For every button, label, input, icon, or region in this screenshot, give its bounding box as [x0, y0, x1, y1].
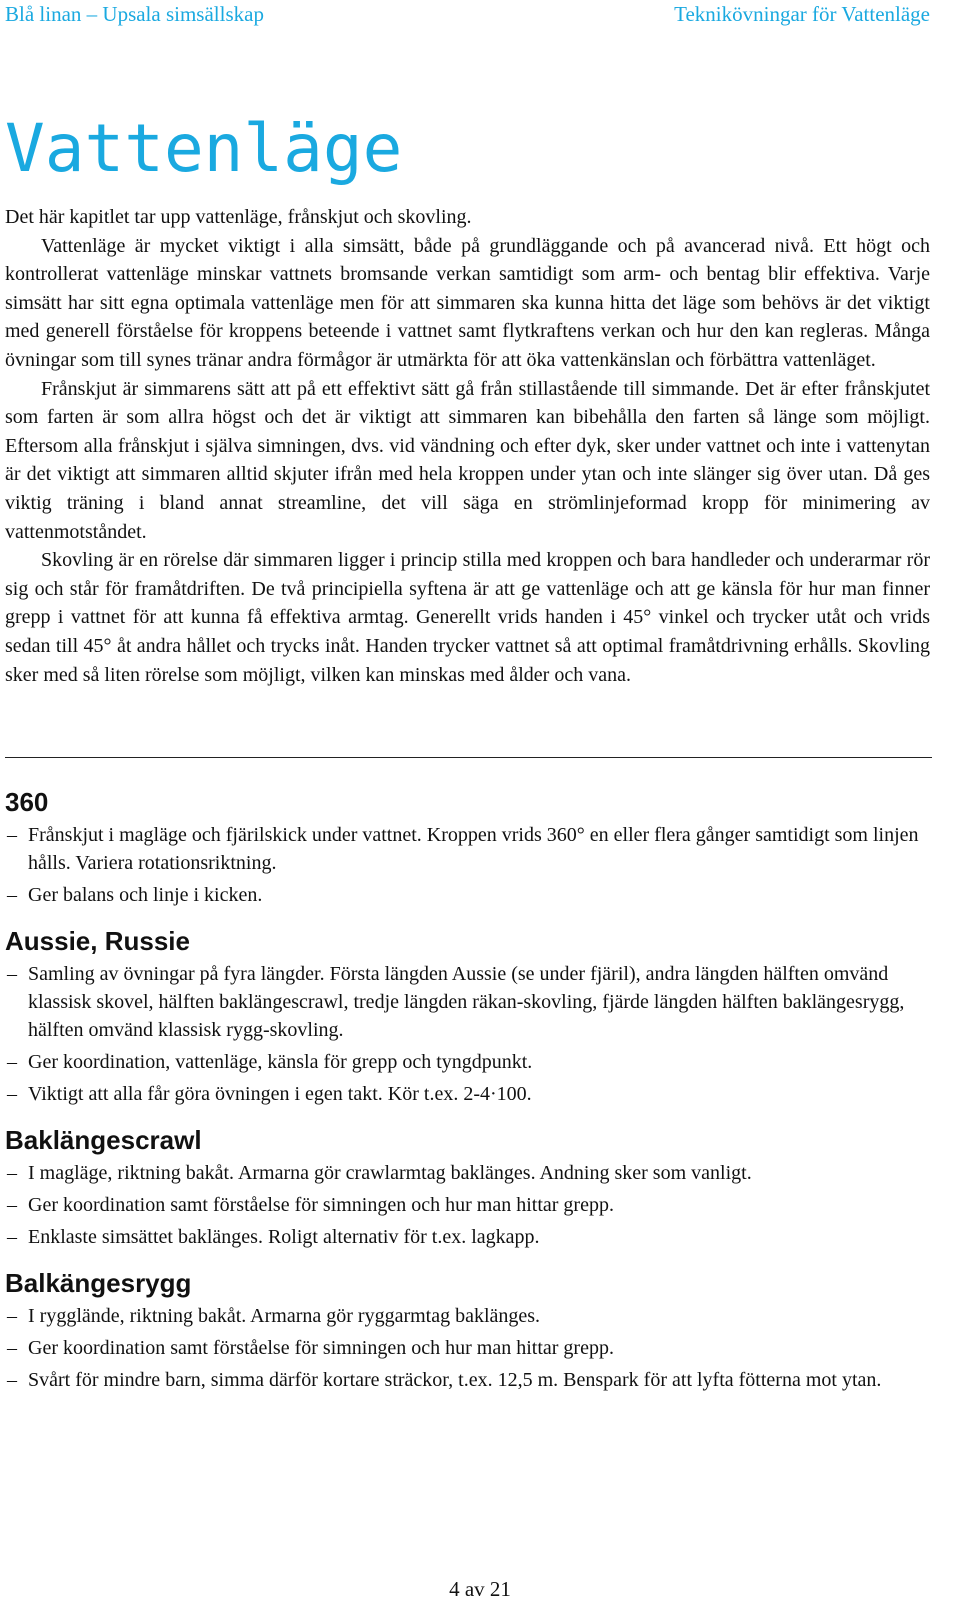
exercise-baklangescrawl — [5, 1121, 930, 1251]
exercise-title: Baklängescrawl — [5, 1125, 202, 1155]
header-right: Teknikövningar för Vattenläge — [674, 2, 930, 26]
list-item-text: Ger koordination samt förståelse för simningen och hur man hittar grepp. — [28, 1337, 614, 1359]
list-item-text: Ger balans och linje i kicken. — [28, 884, 263, 906]
exercise-aussie-russie — [5, 922, 930, 1108]
bullet-dash: – — [7, 1083, 17, 1105]
intro-paragraph: Skovling är en rörelse där simmaren ligger i princip stilla med kroppen och bara handleder och underarmar rör sig och står för framåtdriften. De två principiella syftena är att ge vattenläge och att ge känsla för hur man finner grepp i vattnet för att kunna få effektiva armtag. Generellt vrids handen i 45° vinkel och trycker utåt och vrids sedan till 45° åt andra hållet och trycks inåt. Handen trycker vattnet så att optimal framåtdrivning erhålls. Skovling sker med så liten rörelse som möjligt, vilken kan minskas med ålder och vana. — [5, 549, 930, 686]
list-item-text: Samling av övningar på fyra längder. Första längden Aussie (se under fjäril), andra längden hälften omvänd klassisk skovel, hälften baklängescrawl, tredje längden räkan-skovling, fjärde längden hälften baklängesrygg, hälften omvänd klassisk rygg-skovling. — [28, 963, 905, 1041]
list-item — [5, 1080, 930, 1108]
exercise-title: Balkängesrygg — [5, 1268, 192, 1298]
bullet-dash: – — [7, 963, 17, 985]
intro-paragraph: Vattenläge är mycket viktigt i alla simsätt, både på grundläggande och på avancerad nivå. Ett högt och kontrollerat vattenläge minskar vattnets bromsande verkan samtidigt som arm- och bentag blir effektiva. Varje simsätt har sitt egna optimala vattenläge men för att simmaren ska kunna hitta det läge som behövs är det viktigt med generell förståelse för kroppens beteende i vattnet samt flytkraftens verkan och hur den kan regleras. Många övningar som till synes tränar andra förmågor är utmärkta för att öka vattenkänslan och förbättra vattenläget. — [5, 234, 930, 371]
list-item-text: I rygglände, riktning bakåt. Armarna gör ryggarmtag baklänges. — [28, 1305, 541, 1327]
chapter-title: Vattenläge — [5, 110, 403, 187]
list-item — [5, 1366, 930, 1394]
list-item-text: Enklaste simsättet baklänges. Roligt alternativ för t.ex. lagkapp. — [28, 1226, 540, 1248]
intro-paragraph: Frånskjut är simmarens sätt att på ett effektivt sätt gå från stillastående till simmande. Det är efter frånskjutet som farten är som allra högst och det är viktigt att simmaren kan bibehålla den farten så länge som möjligt. Eftersom alla frånskjut i själva simningen, dvs. vid vändning och efter dyk, sker under vattnet och inte i vattenytan är det viktigt att simmaren alltid skjuter ifrån med hela kroppen under ytan och inte slänger sig över utan. Då ges viktig träning i bland annat streamline, det vill säga en strömlinjeformad kropp för minimering av vattenmotståndet. — [5, 377, 930, 543]
chapter-intro — [5, 203, 930, 689]
list-item-text: I magläge, riktning bakåt. Armarna gör crawlarmtag baklänges. Andning sker som vanligt. — [28, 1162, 752, 1184]
bullet-dash: – — [7, 1051, 17, 1073]
header-left: Blå linan – Upsala simsällskap — [5, 2, 264, 26]
exercise-title: 360 — [5, 787, 49, 817]
bullet-dash: – — [7, 1337, 17, 1359]
list-item-text: Viktigt att alla får göra övningen i egen takt. Kör t.ex. 2-4·100. — [28, 1083, 532, 1105]
list-item — [5, 881, 930, 909]
list-item-text: Svårt för mindre barn, simma därför kortare sträckor, t.ex. 12,5 m. Benspark för att lyfta fötterna mot ytan. — [28, 1369, 882, 1391]
exercise-list — [5, 783, 930, 1407]
list-item-text: Ger koordination, vattenläge, känsla för grepp och tyngdpunkt. — [28, 1051, 533, 1073]
page-number: 4 av 21 — [449, 1577, 511, 1601]
list-item-text: Frånskjut i magläge och fjärilskick under vattnet. Kroppen vrids 360° en eller flera gånger samtidigt som linjen hålls. Variera rotationsriktning. — [28, 824, 919, 874]
list-item — [5, 960, 930, 1044]
list-item-text: Ger koordination samt förståelse för simningen och hur man hittar grepp. — [28, 1194, 614, 1216]
list-item — [5, 1223, 930, 1251]
bullet-dash: – — [7, 1194, 17, 1216]
list-item — [5, 1159, 930, 1187]
list-item — [5, 1334, 930, 1362]
list-item — [5, 1302, 930, 1330]
bullet-dash: – — [7, 824, 17, 846]
bullet-dash: – — [7, 1226, 17, 1248]
exercise-360 — [5, 783, 930, 909]
bullet-dash: – — [7, 1162, 17, 1184]
section-divider — [5, 757, 932, 758]
bullet-dash: – — [7, 884, 17, 906]
list-item — [5, 821, 930, 877]
exercise-title: Aussie, Russie — [5, 926, 190, 956]
intro-paragraph: Det här kapitlet tar upp vattenläge, frånskjut och skovling. — [5, 206, 472, 228]
list-item — [5, 1048, 930, 1076]
list-item — [5, 1191, 930, 1219]
bullet-dash: – — [7, 1305, 17, 1327]
bullet-dash: – — [7, 1369, 17, 1391]
exercise-balkangesrygg — [5, 1264, 930, 1394]
